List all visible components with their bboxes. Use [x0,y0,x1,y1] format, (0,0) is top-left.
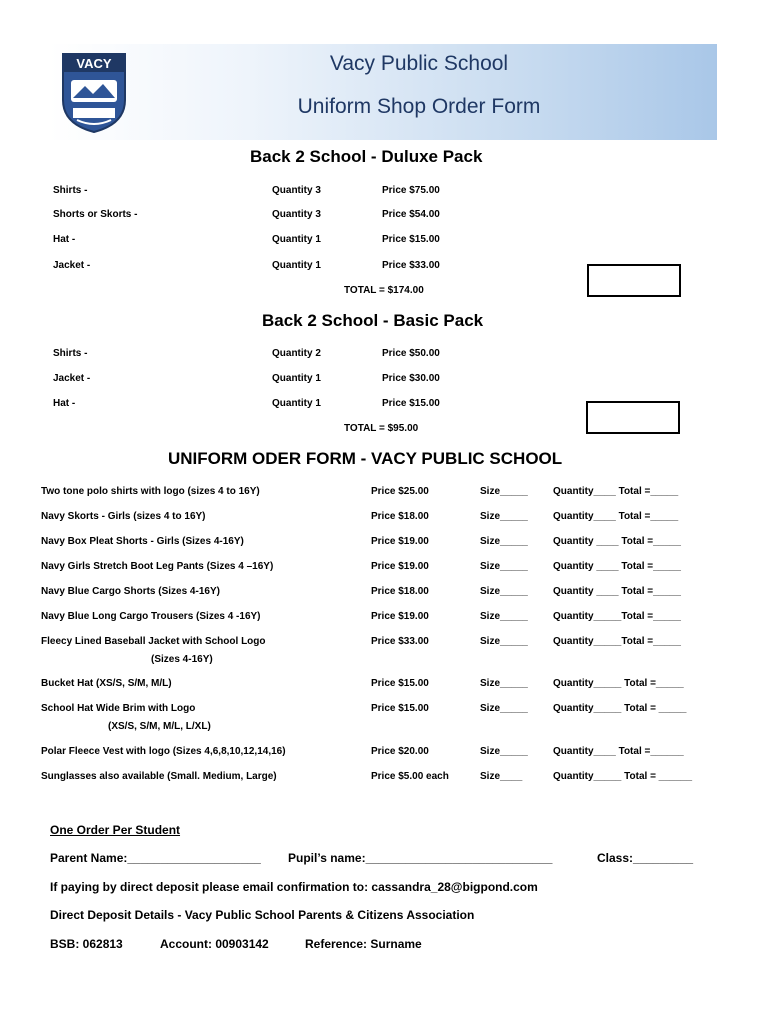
uniform-item-name: Navy Girls Stretch Boot Leg Pants (Sizes 4 –16Y) [41,561,274,572]
basic-item-price: Price $30.00 [382,373,440,384]
deluxe-item-name: Hat - [53,234,76,245]
deluxe-pack-title: Back 2 School - Duluxe Pack [250,147,483,166]
uniform-item-qty[interactable]: Quantity ____ Total =_____ [553,561,681,572]
uniform-item-qty[interactable]: Quantity ____ Total =_____ [553,536,681,547]
uniform-item-name: Navy Skorts - Girls (sizes 4 to 16Y) [41,511,206,522]
deluxe-item-name: Shorts or Skorts - [53,209,138,220]
deluxe-item-price: Price $33.00 [382,260,440,271]
uniform-item-price: Price $25.00 [371,486,429,497]
basic-total: TOTAL = $95.00 [344,423,419,434]
basic-item-price: Price $50.00 [382,348,440,359]
uniform-item-name: Two tone polo shirts with logo (sizes 4 to 16Y) [41,486,260,497]
uniform-item-sizes-note: (XS/S, S/M, M/L, L/XL) [108,721,211,732]
uniform-item-size[interactable]: Size_____ [480,511,528,522]
uniform-item-qty[interactable]: Quantity_____Total =_____ [553,636,681,647]
uniform-item-price: Price $19.00 [371,561,429,572]
deluxe-item-name: Shirts - [53,185,88,196]
uniform-item-name: Navy Blue Long Cargo Trousers (Sizes 4 -16Y) [41,611,261,622]
uniform-item-sizes-note: (Sizes 4-16Y) [151,654,213,665]
bsb-number: BSB: 062813 [50,937,123,951]
basic-item-qty: Quantity 1 [272,398,321,409]
uniform-item-price: Price $19.00 [371,536,429,547]
uniform-item-qty[interactable]: Quantity_____Total =_____ [553,611,681,622]
uniform-item-name: Navy Box Pleat Shorts - Girls (Sizes 4-16Y) [41,536,244,547]
basic-item-name: Jacket - [53,373,91,384]
uniform-item-qty[interactable]: Quantity_____ Total = _____ [553,703,687,714]
account-number: Account: 00903142 [160,937,269,951]
uniform-item-size[interactable]: Size_____ [480,636,528,647]
uniform-item-name: School Hat Wide Brim with Logo [41,703,196,714]
deluxe-item-price: Price $15.00 [382,234,440,245]
deposit-details: Direct Deposit Details - Vacy Public School Parents & Citizens Association [50,908,475,922]
uniform-item-price: Price $5.00 each [371,771,449,782]
uniform-item-price: Price $15.00 [371,678,429,689]
uniform-item-size[interactable]: Size_____ [480,678,528,689]
form-title: Uniform Shop Order Form [297,95,541,118]
uniform-item-price: Price $15.00 [371,703,429,714]
uniform-item-size[interactable]: Size____ [480,771,523,782]
parent-name-field[interactable]: Parent Name:____________________ [50,851,261,865]
uniform-item-name: Navy Blue Cargo Shorts (Sizes 4-16Y) [41,586,220,597]
uniform-item-qty[interactable]: Quantity_____ Total = ______ [553,771,693,782]
deluxe-item-qty: Quantity 3 [272,185,321,196]
basic-item-price: Price $15.00 [382,398,440,409]
payment-reference: Reference: Surname [305,937,422,951]
uniform-item-size[interactable]: Size_____ [480,586,528,597]
basic-item-qty: Quantity 1 [272,373,321,384]
uniform-item-name: Bucket Hat (XS/S, S/M, M/L) [41,678,172,689]
uniform-form-title: UNIFORM ODER FORM - VACY PUBLIC SCHOOL [168,449,563,468]
uniform-item-price: Price $20.00 [371,746,429,757]
uniform-item-size[interactable]: Size_____ [480,536,528,547]
uniform-item-size[interactable]: Size_____ [480,561,528,572]
pupil-name-field[interactable]: Pupil’s name:____________________________ [288,851,553,865]
uniform-item-name: Polar Fleece Vest with logo (Sizes 4,6,8,10,12,14,16) [41,746,286,757]
uniform-item-size[interactable]: Size_____ [480,703,528,714]
one-order-note: One Order Per Student [50,823,181,837]
basic-checkbox[interactable] [586,401,680,434]
uniform-item-size[interactable]: Size_____ [480,611,528,622]
deluxe-item-qty: Quantity 1 [272,260,321,271]
deluxe-item-name: Jacket - [53,260,91,271]
uniform-item-size[interactable]: Size_____ [480,486,528,497]
basic-item-name: Hat - [53,398,76,409]
deluxe-total: TOTAL = $174.00 [344,285,424,296]
class-field[interactable]: Class:_________ [597,851,694,865]
logo-text: VACY [76,56,112,71]
deluxe-item-qty: Quantity 3 [272,209,321,220]
uniform-item-price: Price $33.00 [371,636,429,647]
uniform-item-size[interactable]: Size_____ [480,746,528,757]
deluxe-checkbox[interactable] [587,264,681,297]
uniform-item-qty[interactable]: Quantity____ Total =______ [553,746,684,757]
deluxe-item-qty: Quantity 1 [272,234,321,245]
deposit-email-note: If paying by direct deposit please email confirmation to: cassandra_28@bigpond.com [50,880,538,894]
uniform-item-qty[interactable]: Quantity____ Total =_____ [553,486,679,497]
school-name: Vacy Public School [329,52,509,75]
basic-item-name: Shirts - [53,348,88,359]
uniform-item-price: Price $19.00 [371,611,429,622]
basic-pack-title: Back 2 School - Basic Pack [262,311,484,330]
uniform-item-qty[interactable]: Quantity____ Total =_____ [553,511,679,522]
uniform-item-name: Sunglasses also available (Small. Medium, Large) [41,771,277,782]
deluxe-item-price: Price $75.00 [382,185,440,196]
deluxe-item-price: Price $54.00 [382,209,440,220]
uniform-item-name: Fleecy Lined Baseball Jacket with School Logo [41,636,266,647]
uniform-item-qty[interactable]: Quantity ____ Total =_____ [553,586,681,597]
basic-item-qty: Quantity 2 [272,348,321,359]
uniform-item-price: Price $18.00 [371,586,429,597]
uniform-item-price: Price $18.00 [371,511,429,522]
header-banner [49,44,717,140]
uniform-item-qty[interactable]: Quantity_____ Total =_____ [553,678,684,689]
